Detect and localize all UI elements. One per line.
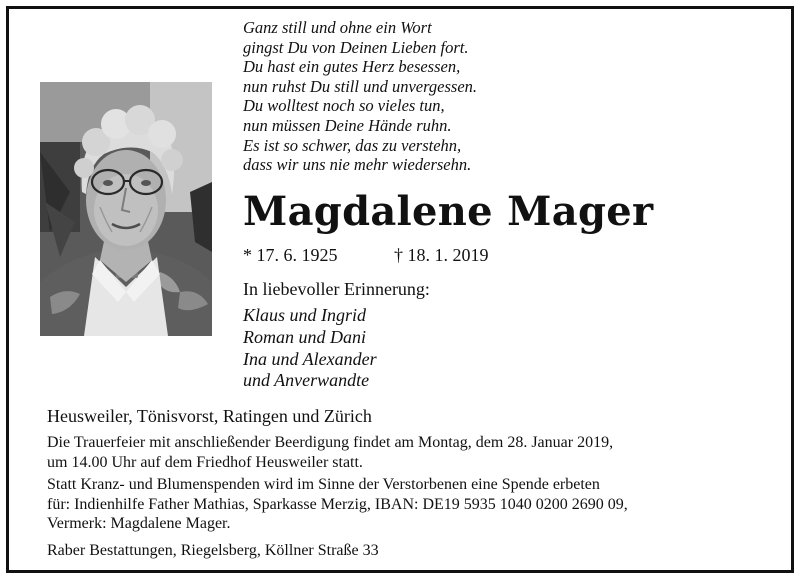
poem-line: nun müssen Deine Hände ruhn. [243, 115, 452, 135]
poem-line: Es ist so schwer, das zu verstehn, [243, 135, 462, 155]
memory-heading: In liebevoller Erinnerung: [243, 279, 430, 299]
poem-line: nun ruhst Du still und unvergessen. [243, 76, 478, 96]
poem [243, 18, 477, 175]
poem-line: Du hast ein gutes Herz besessen, [243, 57, 461, 77]
mourner-entry: und Anverwandte [243, 370, 370, 391]
death-date: † 18. 1. 2019 [394, 245, 489, 265]
deceased-name: Magdalene Mager [243, 188, 654, 235]
mourner-entry: Roman und Dani [243, 326, 366, 347]
donation-notice [47, 475, 628, 534]
donation-line: für: Indienhilfe Father Mathias, Sparkasse Merzig, IBAN: DE19 5935 1040 0200 2690 09, [47, 495, 628, 513]
funeral-line: um 14.00 Uhr auf dem Friedhof Heusweiler statt. [47, 453, 363, 471]
poem-line: Ganz still und ohne ein Wort [243, 18, 432, 37]
mourner-entry: Klaus und Ingrid [243, 305, 367, 325]
donation-line: Vermerk: Magdalene Mager. [47, 515, 231, 532]
portrait-photo-icon [40, 82, 212, 336]
funeral-line: Die Trauerfeier mit anschließender Beerdigung findet am Montag, dem 28. Januar 2019, [47, 434, 614, 451]
poem-line: gingst Du von Deinen Lieben fort. [243, 37, 469, 57]
undertaker-line: Raber Bestattungen, Riegelsberg, Köllner Straße 33 [47, 542, 379, 559]
funeral-notice [47, 433, 613, 472]
life-dates [243, 244, 489, 266]
poem-line: Du wolltest noch so vieles tun, [243, 96, 445, 116]
portrait-photo [40, 82, 212, 336]
birth-date: * 17. 6. 1925 [243, 245, 338, 265]
donation-line: Statt Kranz- und Blumenspenden wird im Sinne der Verstorbenen eine Spende erbeten [47, 476, 600, 493]
mourner-entry: Ina und Alexander [243, 348, 377, 369]
places-line: Heusweiler, Tönisvorst, Ratingen und Zürich [47, 406, 372, 426]
mourners-list [243, 305, 377, 392]
poem-line: dass wir uns nie mehr wiedersehn. [243, 155, 472, 175]
